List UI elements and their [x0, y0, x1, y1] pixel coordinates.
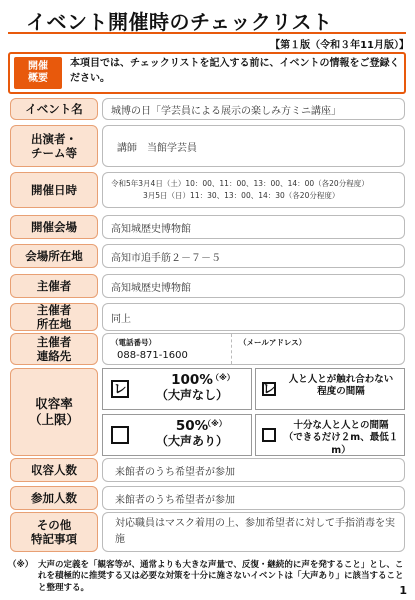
other-label: その他 特記事項	[10, 512, 98, 552]
intro-text: 本項目では、チェックリストを記入する前に、イベントの情報をご登録ください。	[70, 58, 400, 84]
event-name-field[interactable]: 城博の日「学芸員による展示の楽しみ方ミニ講座」	[102, 98, 405, 120]
capacity-50-note: （※）	[203, 419, 227, 428]
tel-field[interactable]: 088-871-1600	[117, 350, 188, 361]
organizer-label: 主催者	[10, 274, 98, 298]
page-number: 1	[399, 584, 407, 597]
footnote-mark: （※）	[8, 560, 34, 570]
capacity-grid	[102, 368, 405, 456]
performer-label: 出演者・ チーム等	[10, 125, 98, 167]
page-title: イベント開催時のチェックリスト	[26, 10, 333, 34]
edition-label: 【第１版（令和３年11月版）】	[270, 40, 409, 51]
datetime-line-1: 令和5年3月4日（土）10：00、11：00、13：00、14：00（各20分程度）	[111, 179, 369, 188]
intro-box	[8, 52, 406, 94]
capacity-option-50[interactable]	[102, 414, 252, 456]
datetime-line-2: 3月5日（日）11：30、13：00、14：30（各20分程度）	[143, 191, 340, 200]
capacity-100-sub: （大声なし）	[155, 387, 228, 402]
capacity-50-text: 50%	[175, 418, 209, 434]
venue-field[interactable]: 高知城歴史博物館	[102, 215, 405, 239]
datetime-label: 開催日時	[10, 172, 98, 208]
organizer-address-field[interactable]: 同上	[102, 303, 405, 331]
capacity-50-sub: （大声あり）	[155, 433, 228, 448]
organizer-contact-box	[102, 333, 405, 365]
contact-divider	[231, 334, 232, 364]
intro-label: 開催 概要	[14, 57, 62, 89]
capacity-count-label: 収容人数	[10, 458, 98, 482]
footnote-text: 大声の定義を「観客等が、通常よりも大きな声量で、反復・継続的に声を発すること」とし、これを積極的に推奨する又は必要な対策を十分に施さないイベントは「大声あり」に該当することと整理する。	[38, 560, 404, 593]
title-bar	[8, 4, 406, 34]
capacity-label: 収容率 （上限）	[10, 368, 98, 456]
capacity-option-100[interactable]	[102, 368, 252, 410]
organizer-contact-label: 主催者 連絡先	[10, 333, 98, 365]
capacity-count-field[interactable]: 来館者のうち希望者が参加	[102, 458, 405, 482]
other-field[interactable]: 対応職員はマスク着用の上、参加希望者に対して手指消毒を実施	[102, 512, 405, 552]
event-name-label: イベント名	[10, 98, 98, 120]
mail-label: （メールアドレス）	[239, 338, 307, 347]
distance-text: 人と人とが触れ合わない 程度の間隔	[288, 374, 394, 398]
checkbox-spacing[interactable]	[262, 428, 276, 442]
datetime-field[interactable]	[102, 172, 405, 208]
performer-field[interactable]: 講師 当館学芸員	[102, 125, 405, 167]
capacity-100-text: 100%	[171, 372, 213, 388]
tel-label: （電話番号）	[111, 338, 156, 347]
participants-label: 参加人数	[10, 486, 98, 510]
spacing-text: 十分な人と人との間隔 （できるだけ２m、最低１m）	[283, 420, 399, 456]
checkbox-100[interactable]: レ	[111, 380, 129, 398]
checkbox-distance[interactable]: レ	[262, 381, 276, 397]
participants-field[interactable]: 来館者のうち希望者が参加	[102, 486, 405, 510]
capacity-option-distance[interactable]	[255, 368, 405, 410]
address-label: 会場所在地	[10, 244, 98, 268]
capacity-100-note: （※）	[211, 373, 235, 382]
organizer-address-label: 主催者 所在地	[10, 303, 98, 331]
checkbox-50[interactable]	[111, 426, 129, 444]
organizer-field[interactable]: 高知城歴史博物館	[102, 274, 405, 298]
address-field[interactable]: 高知市追手筋２－７－５	[102, 244, 405, 268]
capacity-option-spacing[interactable]	[255, 414, 405, 456]
venue-label: 開催会場	[10, 215, 98, 239]
